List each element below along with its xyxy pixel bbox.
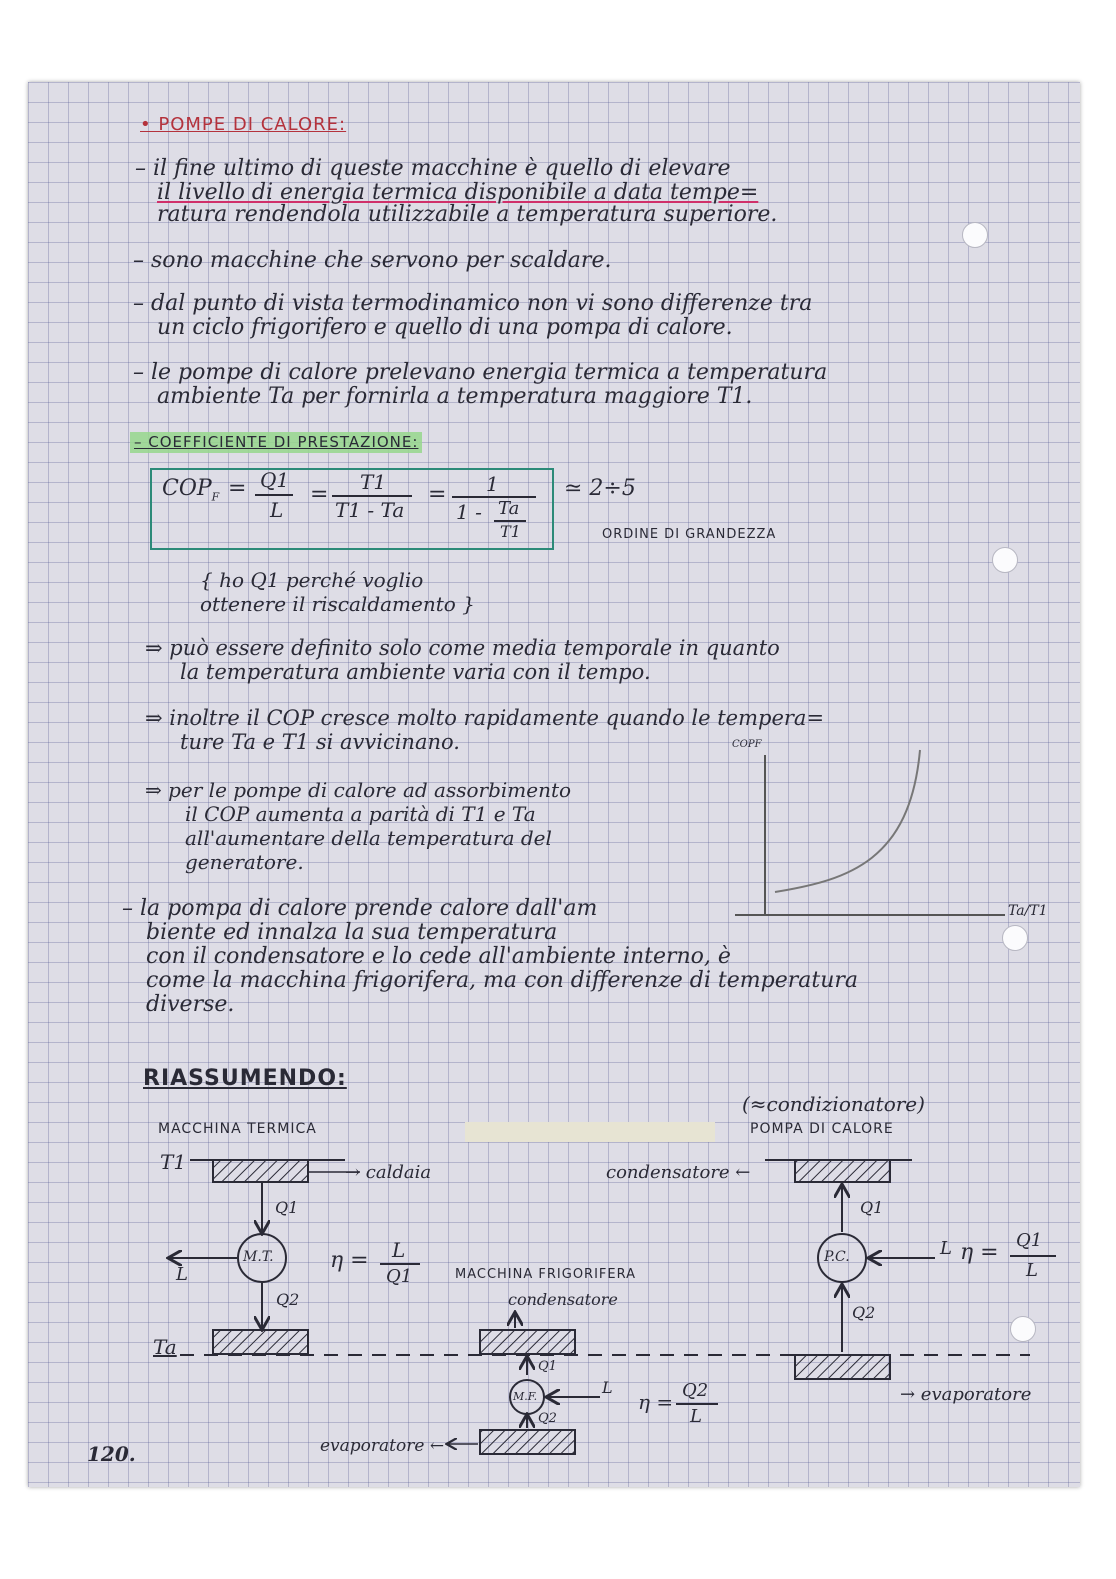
label-condensatore-pc: condensatore ← (606, 1162, 751, 1183)
label-condensatore-mf: condensatore (508, 1290, 618, 1309)
eta-mt-lhs: η = (330, 1248, 369, 1273)
note-3-line-1: ⇒ per le pompe di calore ad assorbimento (145, 778, 572, 802)
cop-eq-2: = (310, 482, 329, 507)
mt-q2-label: Q2 (276, 1290, 300, 1309)
paragraph-4-line-1: – le pompe di calore prelevano energia termica a temperatura (133, 360, 828, 385)
mf-title: MACCHINA FRIGORIFERA (455, 1267, 637, 1282)
mf-q1-label: Q1 (538, 1359, 557, 1374)
cop-den-3a: 1 - (456, 500, 482, 524)
cop-eq-1: = (228, 476, 247, 501)
paragraph-5-line-3: con il condensatore e lo cede all'ambiente interno, è (146, 944, 731, 969)
cop-title: – COEFFICIENTE DI PRESTAZIONE: (130, 432, 422, 453)
cop-den-1: L (270, 498, 284, 522)
graph-x-label: Ta/T1 (1008, 903, 1048, 919)
paragraph-3-line-2: un ciclo frigorifero e quello di una pompa di calore. (157, 315, 733, 340)
mt-hot-reservoir (213, 1160, 308, 1182)
eta-mf-num: Q2 (682, 1380, 709, 1401)
eta-pc-den: L (1026, 1260, 1038, 1281)
cop-den-3b-num: Ta (498, 498, 520, 519)
mf-circle-label: M.F. (513, 1390, 538, 1403)
summary-title: RIASSUMENDO: (143, 1066, 347, 1091)
note-2-line-1: ⇒ inoltre il COP cresce molto rapidamente quando le tempera= (145, 706, 825, 730)
label-ta: Ta (153, 1335, 177, 1359)
eta-pc-num: Q1 (1016, 1230, 1043, 1251)
eta-mf-den: L (690, 1406, 702, 1427)
cop-num-3: 1 (486, 472, 499, 496)
pc-q2-label: Q2 (852, 1303, 876, 1322)
pc-circle-label: P.C. (824, 1249, 850, 1265)
cop-eq-3: = (428, 482, 447, 507)
mf-cold-reservoir (480, 1430, 575, 1454)
note-1-line-1: ⇒ può essere definito solo come media temporale in quanto (145, 636, 780, 660)
mt-title: MACCHINA TERMICA (158, 1121, 317, 1137)
section-title: • POMPE DI CALORE: (140, 114, 347, 135)
mt-circle-label: M.T. (243, 1249, 274, 1265)
paragraph-1-line-1: – il fine ultimo di queste macchine è quello di elevare (135, 156, 731, 181)
cop-num-2: T1 (360, 470, 387, 494)
paragraph-4-line-2: ambiente Ta per fornirla a temperatura maggiore T1. (157, 384, 753, 409)
mt-cold-reservoir (213, 1330, 308, 1354)
note-3-line-4: generatore. (185, 850, 304, 874)
paragraph-1-line-2: il livello di energia termica disponibile a data tempe= (157, 180, 759, 205)
paragraph-1-line-3: ratura rendendola utilizzabile a temperatura superiore. (157, 202, 778, 227)
cop-den-2: T1 - Ta (335, 498, 405, 522)
eta-mt-den: Q1 (386, 1266, 413, 1287)
pc-title: POMPA DI CALORE (750, 1121, 894, 1137)
cop-den-3b-den: T1 (500, 522, 521, 541)
label-caldaia: → caldaia (345, 1162, 432, 1183)
mf-work-label: L (602, 1378, 613, 1397)
paragraph-2: – sono macchine che servono per scaldare. (133, 248, 612, 273)
cop-approx: ≃ 2÷5 (564, 476, 636, 501)
page-number: 120. (87, 1442, 136, 1466)
eta-mf-lhs: η = (638, 1390, 674, 1414)
graph-y-label: COPF (732, 739, 762, 750)
pc-note: (≈condizionatore) (742, 1092, 925, 1116)
note-3-line-2: il COP aumenta a parità di T1 e Ta (185, 802, 536, 826)
mf-q2-label: Q2 (538, 1411, 557, 1426)
label-evaporatore-mf: evaporatore ← (320, 1436, 445, 1456)
cop-note-line-2: ottenere il riscaldamento } (200, 592, 475, 616)
note-1-line-2: la temperatura ambiente varia con il tempo. (180, 660, 651, 684)
pc-work-label: L (940, 1238, 952, 1259)
cop-lhs: $COP_F$ (162, 476, 220, 504)
pc-q1-label: Q1 (860, 1198, 884, 1217)
mt-q1-label: Q1 (275, 1198, 299, 1217)
mt-work-label: L (176, 1264, 188, 1285)
paragraph-3-line-1: – dal punto di vista termodinamico non vi sono differenze tra (133, 291, 813, 316)
paragraph-5-line-4: come la macchina frigorifera, ma con differenze di temperatura (146, 968, 858, 993)
note-2-line-2: ture Ta e T1 si avvicinano. (180, 730, 460, 754)
paragraph-5-line-5: diverse. (146, 992, 235, 1017)
cop-order: ORDINE DI GRANDEZZA (602, 527, 777, 542)
eta-mt-num: L (392, 1238, 406, 1262)
note-3-line-3: all'aumentare della temperatura del (185, 826, 552, 850)
cop-note-line-1: { ho Q1 perché voglio (200, 568, 424, 592)
eta-pc-lhs: η = (960, 1240, 999, 1265)
cop-num-1: Q1 (260, 468, 290, 492)
label-t1: T1 (160, 1150, 187, 1174)
mf-hot-reservoir (480, 1330, 575, 1354)
pc-cold-reservoir (795, 1355, 890, 1379)
paragraph-5-line-1: – la pompa di calore prende calore dall'am (122, 896, 598, 921)
label-evaporatore-pc: → evaporatore (900, 1384, 1032, 1405)
paragraph-5-line-2: biente ed innalza la sua temperatura (146, 920, 558, 945)
pc-hot-reservoir (795, 1160, 890, 1182)
